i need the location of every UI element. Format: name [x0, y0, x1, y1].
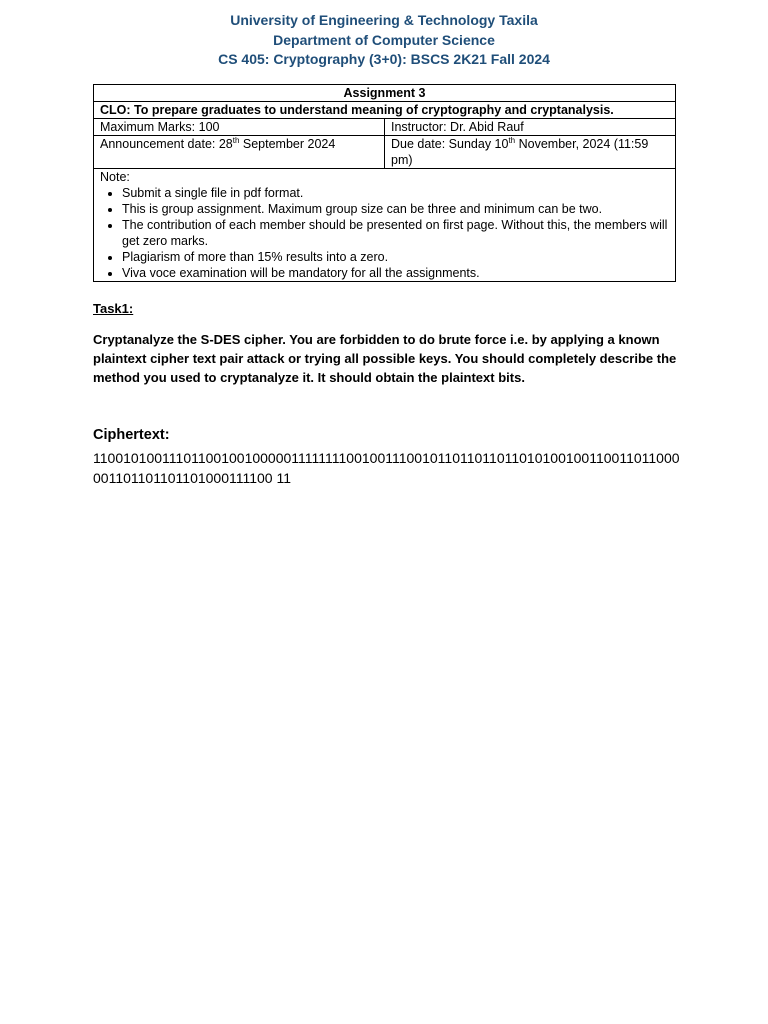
note-item: • This is group assignment. Maximum group size can be three and minimum can be two.: [122, 201, 669, 217]
announcement-date-text: Announcement date: 28: [100, 137, 233, 151]
ciphertext-label: Ciphertext:: [93, 427, 170, 443]
assignment-title: Assignment 3: [94, 85, 676, 102]
notes-list: [100, 185, 669, 281]
document-header: [0, 11, 768, 70]
due-date-month: November, 2024 (11:59 pm): [391, 137, 649, 167]
note-item: • Plagiarism of more than 15% results into a zero.: [122, 249, 669, 265]
note-item: • The contribution of each member should be presented on first page. Without this, the members will get zero marks.: [122, 217, 669, 249]
task-heading: Task1:: [93, 301, 134, 316]
task-description: Cryptanalyze the S-DES cipher. You are forbidden to do brute force i.e. by applying a known plaintext cipher text pair attack or trying all possible keys. You should completely describe the method you used to cryptanalyze it. It should obtain the plaintext bits.: [93, 332, 677, 385]
announcement-date-ordinal: th: [232, 135, 240, 145]
note-item: • Viva voce examination will be mandatory for all the assignments.: [122, 265, 669, 281]
max-marks: Maximum Marks: 100: [94, 119, 385, 136]
clo-statement: CLO: To prepare graduates to understand meaning of cryptography and cryptanalysis.: [94, 102, 676, 119]
course-title: CS 405: Cryptography (3+0): BSCS 2K21 Fall 2024: [218, 51, 550, 67]
ciphertext-value: 110010100111011001001000001111111100100111001011011011011010100100110011011000001101101101101000111100 11: [93, 450, 680, 486]
announcement-date-month: September 2024: [239, 137, 336, 151]
due-date-ordinal: th: [508, 135, 516, 145]
note-label: Note:: [100, 170, 130, 184]
instructor: Instructor: Dr. Abid Rauf: [385, 119, 676, 136]
university-name: University of Engineering & Technology Taxila: [230, 12, 538, 28]
note-item: • Submit a single file in pdf format.: [122, 185, 669, 201]
due-date-text: Due date: Sunday 10: [391, 137, 509, 151]
department-name: Department of Computer Science: [273, 31, 495, 48]
announcement-date: [94, 136, 385, 169]
assignment-info-table: [93, 84, 676, 282]
due-date: [385, 136, 676, 169]
notes-section: [94, 169, 676, 282]
